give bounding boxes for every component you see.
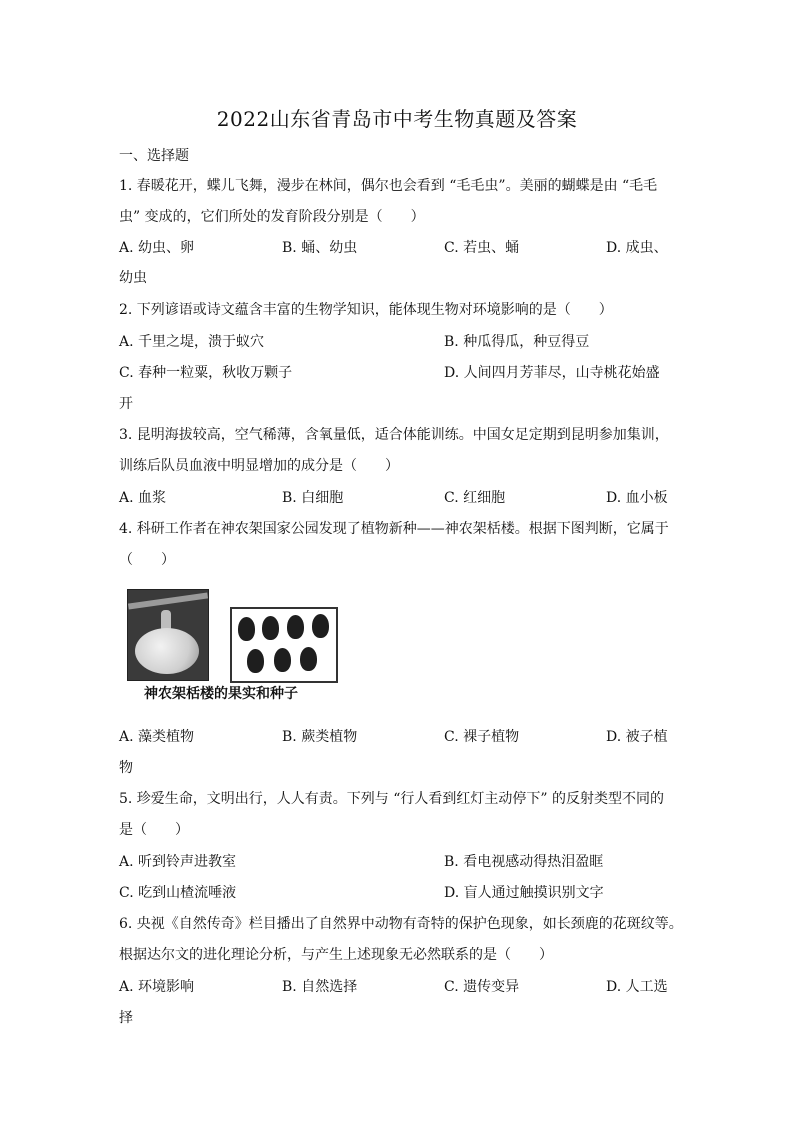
page-title: 2022山东省青岛市中考生物真题及答案 xyxy=(216,107,578,131)
q2-option-d: D. 人间四月芳菲尽，山寺桃花始盛 xyxy=(444,365,660,381)
q3-option-c: C. 红细胞 xyxy=(444,490,506,506)
q3-stem-line1: 3. 昆明海拔较高，空气稀薄，含氧量低，适合体能训练。中国女足定期到昆明参加集训， xyxy=(119,427,669,443)
q4-option-b: B. 蕨类植物 xyxy=(282,729,358,745)
q5-stem-line2: 是（ ） xyxy=(119,822,189,838)
q1-stem-line1: 1. 春暖花开，蝶儿飞舞，漫步在林间，偶尔也会看到 “毛毛虫”。美丽的蝴蝶是由 “毛毛 xyxy=(119,178,658,194)
q6-option-c: C. 遗传变异 xyxy=(444,979,520,995)
q5-stem-line1: 5. 珍爱生命，文明出行，人人有责。下列与 “行人看到红灯主动停下” 的反射类型不同的 xyxy=(119,791,665,807)
q4-stem-line1: 4. 科研工作者在神农架国家公园发现了植物新种——神农架栝楼。根据下图判断，它属于 xyxy=(119,521,669,537)
q4-stem-line2: （ ） xyxy=(119,552,175,568)
q3-option-a: A. 血浆 xyxy=(119,490,167,506)
q5-option-c: C. 吃到山楂流唾液 xyxy=(119,885,237,901)
figure-caption: 神农架栝楼的果实和种子 xyxy=(144,686,298,702)
seeds-photo xyxy=(230,607,338,683)
q1-option-c: C. 若虫、蛹 xyxy=(444,240,520,256)
q2-option-a: A. 千里之堤，溃于蚁穴 xyxy=(119,334,265,350)
q4-option-d-cont: 物 xyxy=(119,760,133,776)
fruit-photo xyxy=(127,589,209,681)
q6-option-d-cont: 择 xyxy=(119,1010,133,1026)
q6-stem-line2: 根据达尔文的进化理论分析，与产生上述现象无必然联系的是（ ） xyxy=(119,947,553,963)
q3-stem-line2: 训练后队员血液中明显增加的成分是（ ） xyxy=(119,458,399,474)
q2-option-c: C. 春种一粒粟，秋收万颗子 xyxy=(119,365,293,381)
q5-option-a: A. 听到铃声进教室 xyxy=(119,854,237,870)
q6-stem-line1: 6. 央视《自然传奇》栏目播出了自然界中动物有奇特的保护色现象，如长颈鹿的花斑纹等。 xyxy=(119,916,683,932)
q2-option-b: B. 种瓜得瓜，种豆得豆 xyxy=(444,334,590,350)
q4-option-d: D. 被子植 xyxy=(606,729,668,745)
q2-stem-line1: 2. 下列谚语或诗文蕴含丰富的生物学知识，能体现生物对环境影响的是（ ） xyxy=(119,302,613,318)
q5-option-d: D. 盲人通过触摸识别文字 xyxy=(444,885,604,901)
q6-option-d: D. 人工选 xyxy=(606,979,668,995)
q2-option-d-cont: 开 xyxy=(119,396,133,412)
q3-option-b: B. 白细胞 xyxy=(282,490,344,506)
q3-option-d: D. 血小板 xyxy=(606,490,668,506)
q6-option-b: B. 自然选择 xyxy=(282,979,358,995)
q1-stem-line2: 虫” 变成的，它们所处的发育阶段分别是（ ） xyxy=(119,209,425,225)
q5-option-b: B. 看电视感动得热泪盈眶 xyxy=(444,854,604,870)
section-heading: 一、选择题 xyxy=(119,148,189,164)
q1-option-b: B. 蛹、幼虫 xyxy=(282,240,358,256)
q1-option-d-cont: 幼虫 xyxy=(119,270,147,286)
fruit-and-seed-figure xyxy=(124,586,338,708)
q4-option-c: C. 裸子植物 xyxy=(444,729,520,745)
q1-option-a: A. 幼虫、卵 xyxy=(119,240,195,256)
q6-option-a: A. 环境影响 xyxy=(119,979,195,995)
q4-option-a: A. 藻类植物 xyxy=(119,729,195,745)
q1-option-d: D. 成虫、 xyxy=(606,240,668,256)
